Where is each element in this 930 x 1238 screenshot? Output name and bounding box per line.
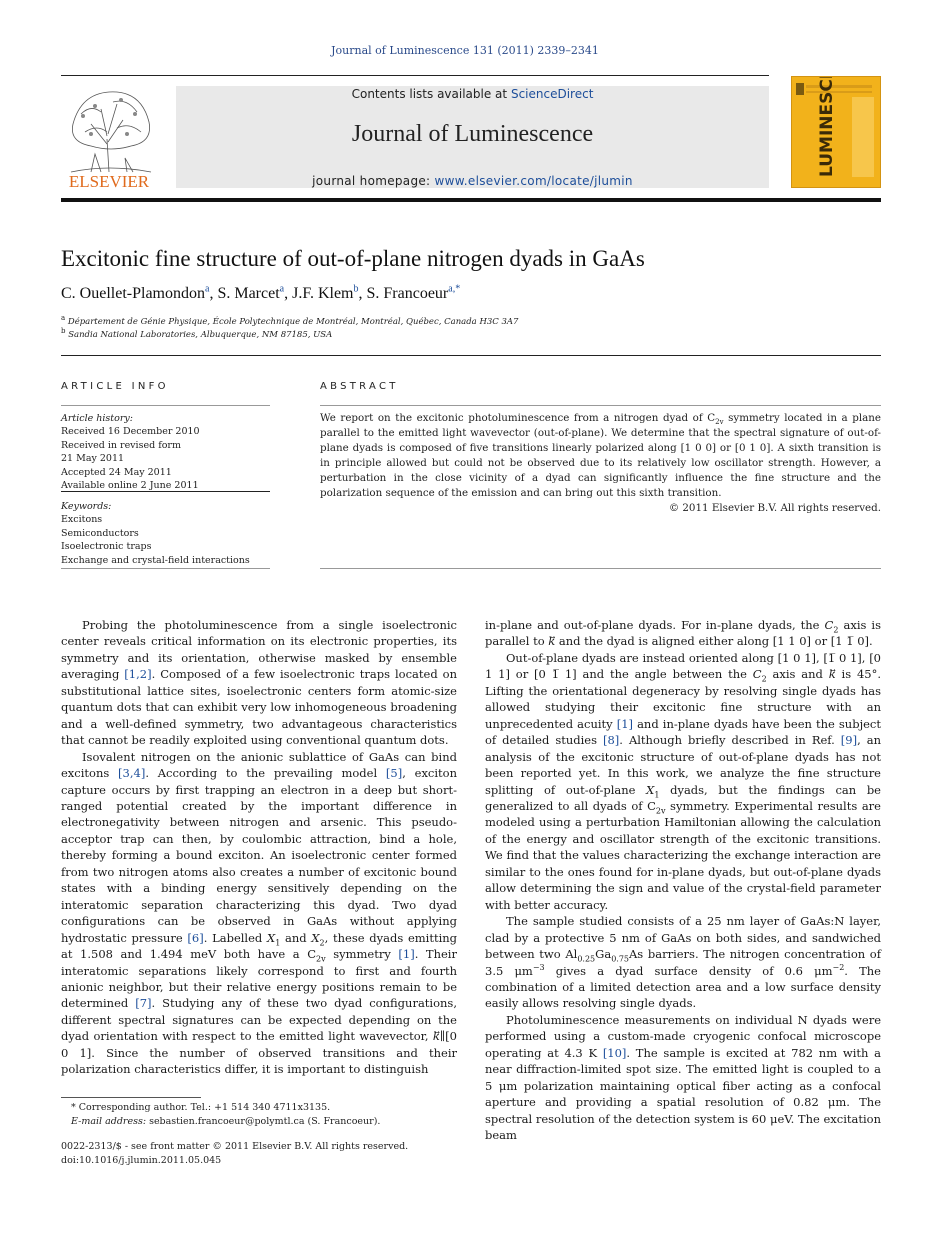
citation-link[interactable]: [6] (187, 930, 204, 945)
keywords-block (61, 500, 270, 567)
publisher-wordmark: ELSEVIER (68, 172, 150, 191)
title-rule (61, 355, 881, 356)
citation-link[interactable]: [5] (385, 766, 403, 781)
affiliation-marker: b (61, 327, 66, 336)
citation-link[interactable]: [7] (135, 996, 152, 1011)
body-paragraph: Photoluminescence measurements on individual N dyads were performed using a custom-made cryogenic confocal microscope operating at 4.3 K [10]. The sample is excited at 782 nm with a near diffraction-limited spot size. The emitted light is coupled to a 5 μm polarization maintaining optical fiber acting as a confocal aperture and providing a spatial resolution of 0.82 μm. The spectral resolution of the detection system is 60 μeV. The excitation beam (485, 1012, 881, 1143)
history-label: Article history: (61, 413, 133, 424)
author-name[interactable]: C. Ouellet-Plamondon (61, 285, 205, 302)
citation-link[interactable]: [1,2] (124, 667, 152, 682)
elsevier-tree-icon (61, 84, 157, 192)
corresponding-line: * Corresponding author. Tel.: +1 514 340 4711x3135. (71, 1102, 331, 1113)
footnote-rule (61, 1097, 201, 1098)
body-paragraph: Out-of-plane dyads are instead oriented along [1 0 1], [1̅ 0 1], [0 1 1] or [0 1̅ 1] and the angle between the $C_2$ axis and k⃗ is 45°. Lifting the orientational degeneracy by resolving single dyads has allowed studying their excitonic fine structure with an unprecedented acuity [1] and in-plane dyads have been the subject of detailed studies [8]. Although briefly described in Ref. [9], an analysis of the excitonic structure of out-of-plane dyads has not been reported yet. In this work, we analyze the fine structure splitting of out-of-plane $X_1$ dyads, but the findings can be generalized to all dyads of $C_{2v}$ symmetry. Experimental results are modeled using a perturbation Hamiltonian allowing the calculation of the energy and oscillator strength of the excitonic transitions. We find that the values characterizing the exchange interaction are similar to the ones found for in-plane dyads, but out-of-plane dyads allow determining the sign and value of the crystal-field parameter with better accuracy. (485, 650, 881, 912)
keyword-item: Excitons (61, 514, 103, 526)
corresponding-author-footnote (61, 1101, 457, 1128)
citation-link[interactable]: [10] (602, 1045, 627, 1060)
affiliation-text: Sandia National Laboratories, Albuquerque, NM 87185, USA (68, 330, 333, 340)
homepage-prefix: journal homepage: (312, 174, 431, 188)
history-item: 21 May 2011 (61, 453, 125, 465)
abstract-text: We report on the excitonic photoluminescence from a nitrogen dyad of $C_{2v}$ symmetry located in a plane parallel to the emitted light wavevector (out-of-plane). We determine that the spectral signature of out-of-plane dyads is composed of five transitions linearly polarized along [1 0 0] or [0 1 0]. A sixth transition is in principle allowed but could not be observed due to its relatively low oscillator strength. However, a perturbation in the close vicinity of a dyad can significantly influence the fine structure and the polarization sequence of the emission and can bring out this sixth transition. (320, 412, 882, 499)
body-paragraph: The sample studied consists of a 25 nm layer of GaAs:N layer, clad by a protective 5 nm of GaAs on both sides, and sandwiched between two $Al_{0.25}Ga_{0.75}As$ barriers. The nitrogen concentration of 3.5 $\mu m^{-3}$ gives a dyad surface density of 0.6 $\mu m^{-2}$. The combination of a limited detection area and a low surface density easily allows resolving single dyads. (485, 914, 881, 1011)
abstract-bottom-rule (320, 568, 881, 569)
affiliation-b (61, 327, 333, 340)
header-top-rule (61, 75, 769, 76)
cover-title: LUMINESCENCE (817, 77, 837, 177)
history-item: Received in revised form (61, 439, 181, 451)
citation-link[interactable]: [1] (616, 716, 634, 731)
history-item: Available online 2 June 2011 (61, 480, 199, 492)
citation-link[interactable]: [3,4] (118, 766, 146, 781)
sciencedirect-link[interactable]: ScienceDirect (510, 87, 594, 101)
email-address[interactable]: sebastien.francoeur@polymtl.ca (S. Francoeur). (149, 1115, 381, 1127)
abstract-heading: ABSTRACT (320, 381, 399, 392)
article-info-rule (61, 405, 270, 406)
affiliation-text: Département de Génie Physique, École Polytechnique de Montréal, Montréal, Québec, Canada H3C 3A7 (67, 317, 519, 327)
contents-line (176, 87, 769, 101)
body-paragraph: Isovalent nitrogen on the anionic sublattice of GaAs can bind excitons [3,4]. According to the prevailing model [5], exciton capture occurs by first trapping an electron in a deep but short-ranged potential created by the important difference in electronegativity between nitrogen and arsenic. This pseudo-acceptor trap can then, by coulombic attraction, bind a hole, thereby forming a bound exciton. An isoelectronic center formed from two nitrogen atoms also creates a number of excitonic bound states with a binding energy sensitively depending on the interatomic separation characterizing this dyad. Two dyad configurations can be observed in GaAs without applying hydrostatic pressure [6]. Labelled $X_1$ and $X_2$, these dyads emitting at 1.508 and 1.494 meV both have a $C_{2v}$ symmetry [1]. Their interatomic separations likely correspond to first and fourth anionic neighbor, but their relative energy positions remain to be determined [7]. Studying any of these two dyad configurations, different spectral signatures can be expected depending on the dyad orientation with respect to the emitted light wavevector, k⃗∥[0 0 1]. Since the number of observed transitions and their polarization characteristics differ, it is important to distinguish (61, 749, 458, 1077)
keywords-label: Keywords: (61, 501, 112, 512)
affiliation-mark[interactable]: a (279, 283, 285, 295)
affiliation-a (61, 314, 519, 327)
citation-link[interactable]: [1] (398, 947, 415, 962)
homepage-line (176, 174, 769, 188)
email-line (61, 1115, 457, 1129)
article-info-bottom-rule (61, 568, 270, 569)
author-name[interactable]: J.F. Klem (292, 285, 354, 302)
author-name[interactable]: S. Francoeur (366, 285, 449, 302)
history-item: Accepted 24 May 2011 (61, 466, 172, 478)
issn-block (61, 1140, 408, 1168)
affiliation-mark[interactable]: a (204, 283, 210, 295)
citation-link[interactable]: [9] (840, 733, 858, 748)
contents-prefix: Contents lists available at (351, 87, 508, 101)
keyword-item: Exchange and crystal-field interactions (61, 554, 250, 566)
journal-cover-image[interactable] (791, 76, 881, 188)
copyright-notice: © 2011 Elsevier B.V. All rights reserved. (668, 502, 881, 514)
header-thick-rule (61, 198, 881, 202)
cover-art-icon (792, 77, 880, 187)
affiliation-mark[interactable]: b (353, 283, 359, 295)
author-list: C. Ouellet-Plamondon$^a$, S. Marcet$^a$, J.F. Klem$^b$, S. Francoeur$^{a,*}$ (61, 283, 461, 302)
journal-reference[interactable]: Journal of Luminescence 131 (2011) 2339–2341 (331, 44, 599, 57)
doi-line[interactable]: doi:10.1016/j.jlumin.2011.05.045 (61, 1155, 222, 1166)
keyword-item: Isoelectronic traps (61, 541, 152, 553)
body-column-right (485, 617, 881, 1144)
affiliation-marker: a (61, 314, 66, 323)
history-item: Received 16 December 2010 (61, 426, 200, 438)
homepage-link[interactable]: www.elsevier.com/locate/jlumin (434, 174, 633, 188)
elsevier-logo[interactable] (61, 84, 157, 192)
citation-link[interactable]: [8] (603, 733, 620, 748)
body-paragraph: Probing the photoluminescence from a single isoelectronic center reveals critical information on its electronic properties, its symmetry and its orientation, otherwise masked by ensemble averaging [1,2]. Composed of a few isoelectronic traps located on substitutional lattice sites, isoelectronic centers form atomic-size quantum dots that can exhibit very low inhomogeneous broadening and a well-defined symmetry, two advantageous characteristics that cannot be readily exploited using conventional quantum dots. (61, 618, 457, 748)
article-info-heading: ARTICLE INFO (61, 381, 169, 392)
journal-name: Journal of Luminescence (351, 121, 594, 147)
body-paragraph: in-plane and out-of-plane dyads. For in-plane dyads, the $C_2$ axis is parallel to k⃗ and the dyad is aligned either along [1 1 0] or [1 1̅ 0]. (485, 618, 882, 649)
article-title: Excitonic fine structure of out-of-plane nitrogen dyads in GaAs (61, 246, 645, 271)
body-column-left (61, 617, 457, 1078)
author-name[interactable]: S. Marcet (217, 285, 280, 302)
corresponding-text: Corresponding author. Tel.: +1 514 340 4711x3135. (78, 1102, 331, 1113)
issn-line: 0022-2313/$ - see front matter © 2011 Elsevier B.V. All rights reserved. (61, 1141, 409, 1152)
affiliation-mark[interactable]: a,* (448, 283, 461, 295)
article-history (61, 412, 270, 492)
history-rule (61, 491, 270, 492)
keyword-item: Semiconductors (61, 527, 139, 539)
abstract-rule (320, 405, 881, 406)
email-label: E-mail address: (71, 1115, 147, 1127)
